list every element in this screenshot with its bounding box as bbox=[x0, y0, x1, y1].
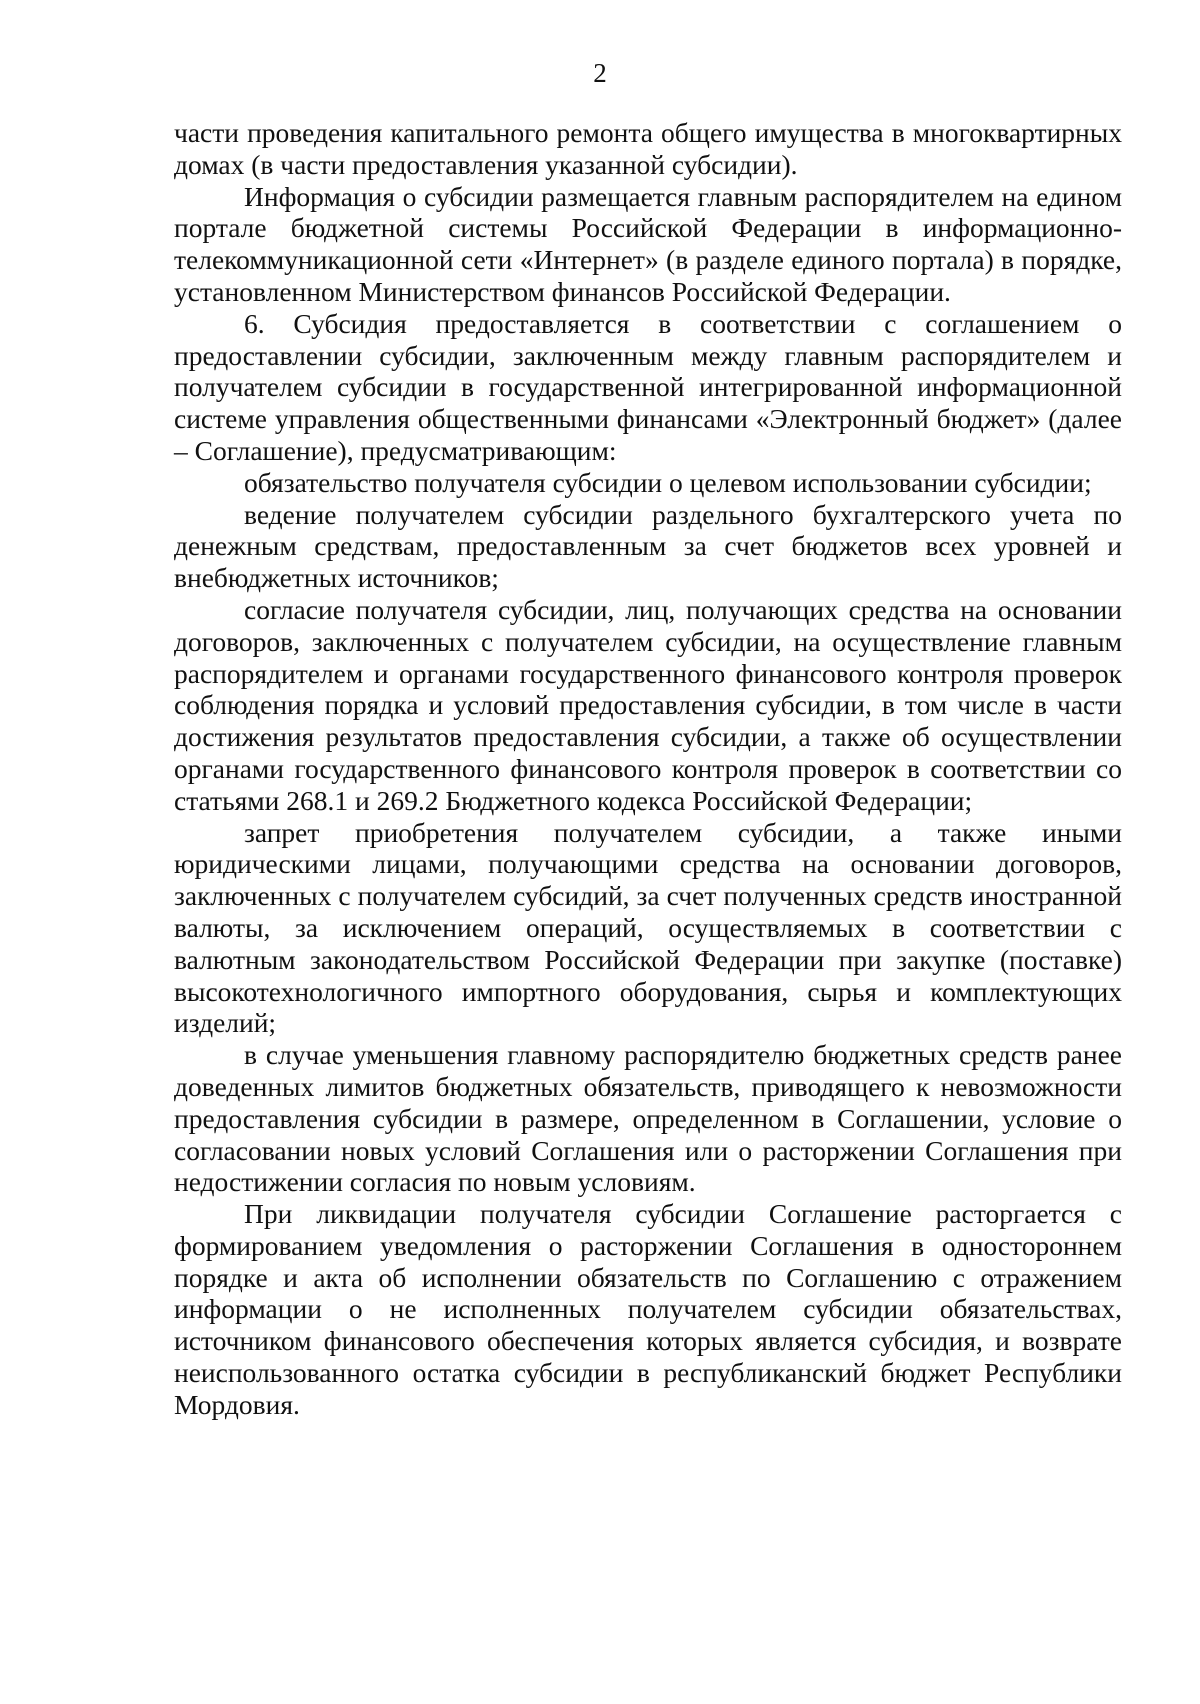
paragraph-subsidy-agreement: 6. Субсидия предоставляется в соответствии с соглашением о предоставлении субсидии, заключенным между главным распорядителем и получателем субсидии в государственной интегрированной информационной системе управления общественными финансами «Электронный бюджет» (далее – Соглашение), предусматривающим: bbox=[174, 307, 1122, 466]
paragraph-consent-to-inspections: согласие получателя субсидии, лиц, получающих средства на основании договоров, заключенных с получателем субсидии, на осуществление главным распорядителем и органами государственного финансового контроля проверок соблюдения порядка и условий предоставления субсидии, в том числе в части достижения результатов предоставления субсидии, а также об осуществлении органами государственного финансового контроля проверок в соответствии со статьями 268.1 и 269.2 Бюджетного кодекса Российской Федерации; bbox=[174, 593, 1122, 816]
paragraph-continuation: части проведения капитального ремонта общего имущества в многоквартирных домах (в части предоставления указанной субсидии). bbox=[174, 117, 1122, 180]
paragraph-separate-accounting: ведение получателем субсидии раздельного бухгалтерского учета по денежным средствам, предоставленным за счет бюджетов всех уровней и внебюджетных источников; bbox=[174, 498, 1122, 594]
document-body bbox=[174, 117, 1122, 1421]
paragraph-limit-reduction: в случае уменьшения главному распорядителю бюджетных средств ранее доведенных лимитов бюджетных обязательств, приводящего к невозможности предоставления субсидии в размере, определенном в Соглашении, условие о согласовании новых условий Соглашения или о расторжении Соглашения при недостижении согласия по новым условиям. bbox=[174, 1039, 1122, 1198]
paragraph-obligation-target-use: обязательство получателя субсидии о целевом использовании субсидии; bbox=[244, 466, 1092, 498]
page-number: 2 bbox=[593, 58, 607, 88]
paragraph-liquidation: При ликвидации получателя субсидии Соглашение расторгается с формированием уведомления о расторжении Соглашения в одностороннем порядке и акта об исполнении обязательств по Соглашению с отражением информации о не исполненных получателем субсидии обязательствах, источником финансового обеспечения которых является субсидия, и возврате неиспользованного остатка субсидии в республиканский бюджет Республики Мордовия. bbox=[174, 1198, 1122, 1420]
paragraph-currency-purchase-ban: запрет приобретения получателем субсидии, а также иными юридическими лицами, получающими средства на основании договоров, заключенных с получателем субсидий, за счет полученных средств иностранной валюты, за исключением операций, осуществляемых в соответствии с валютным законодательством Российской Федерации при закупке (поставке) высокотехнологичного импортного оборудования, сырья и комплектующих изделий; bbox=[174, 816, 1122, 1039]
paragraph-information-placement: Информация о субсидии размещается главным распорядителем на едином портале бюджетной системы Российской Федерации в информационно-телекоммуникационной сети «Интернет» (в разделе единого портала) в порядке, установленном Министерством финансов Российской Федерации. bbox=[174, 180, 1122, 307]
